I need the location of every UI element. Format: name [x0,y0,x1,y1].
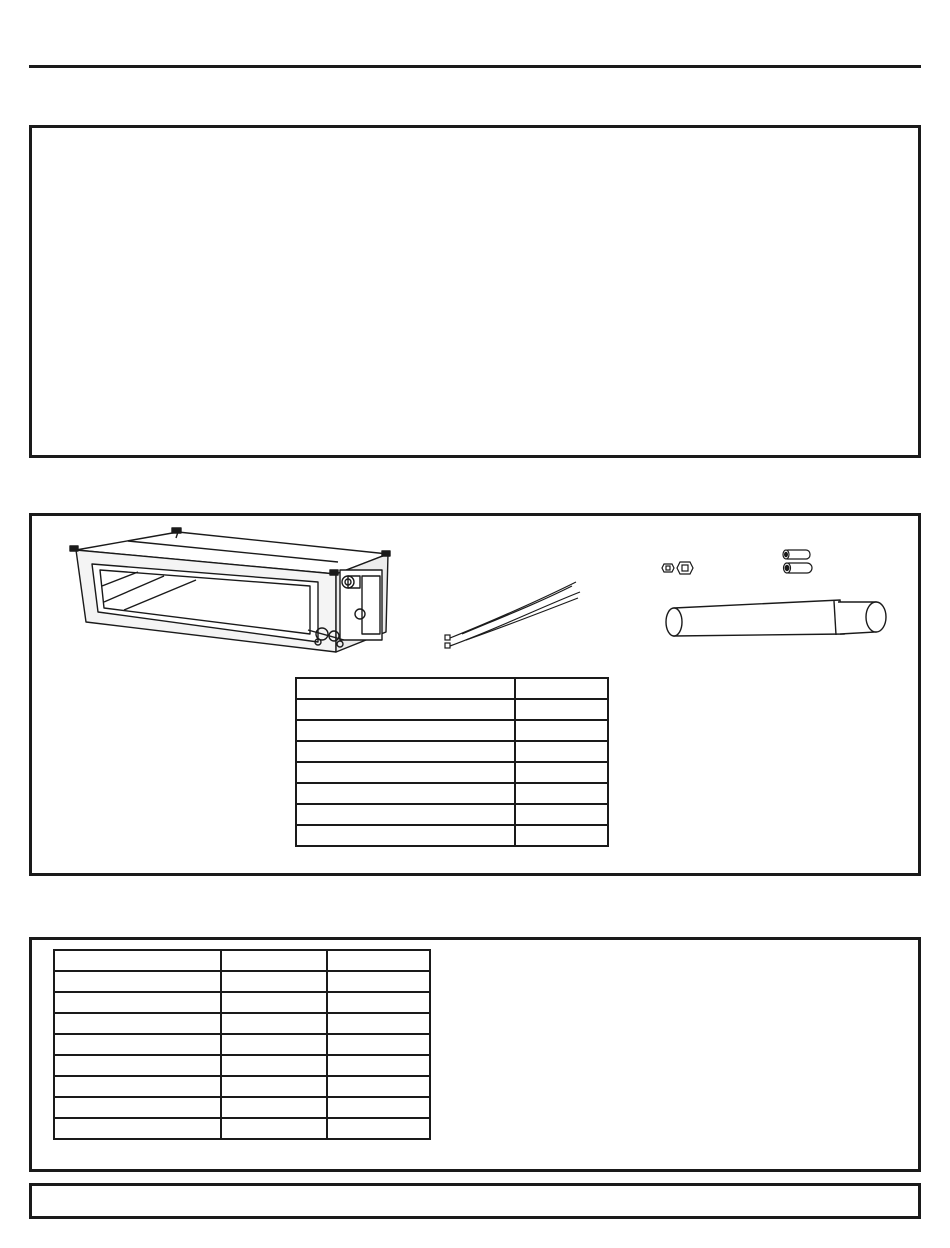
table-cell [221,950,326,971]
table-cell [296,762,515,783]
accessories-row [296,720,608,741]
accessories-row [296,783,608,804]
table-cell [515,804,608,825]
spec-row [54,992,430,1013]
table-cell [296,804,515,825]
table-cell [54,1097,221,1118]
table-cell [296,783,515,804]
spec-row [54,1076,430,1097]
table-cell [54,1034,221,1055]
accessories-row [296,678,608,699]
table-cell [221,1076,326,1097]
spec-row [54,1097,430,1118]
table-cell [221,1034,326,1055]
table-cell [515,699,608,720]
table-cell [54,1055,221,1076]
table-cell [54,992,221,1013]
table-cell [221,971,326,992]
spec-row [54,1118,430,1139]
table-cell [327,992,430,1013]
accessories-row [296,762,608,783]
table-cell [221,1055,326,1076]
accessories-row [296,699,608,720]
table-cell [54,1013,221,1034]
accessories-row [296,804,608,825]
wire-harness-illustration [440,576,584,650]
table-cell [296,678,515,699]
spec-row [54,1034,430,1055]
table-cell [515,741,608,762]
spec-row [54,950,430,971]
insulated-pipe-illustration [660,598,892,640]
accessories-table [295,677,609,847]
table-cell [515,825,608,846]
table-cell [54,950,221,971]
table-cell [515,762,608,783]
flare-nut-illustration [660,558,700,578]
table-cell [327,1118,430,1139]
table-cell [296,741,515,762]
table-cell [327,1055,430,1076]
table-cell [327,1097,430,1118]
table-cell [296,825,515,846]
accessories-row [296,825,608,846]
table-cell [515,678,608,699]
table-cell [515,720,608,741]
table-cell [327,1013,430,1034]
specifications-table [53,949,431,1140]
table-cell [327,971,430,992]
table-cell [221,992,326,1013]
intro-panel [29,125,921,458]
header-rule [29,65,921,68]
spec-row [54,1055,430,1076]
table-cell [296,720,515,741]
ducted-unit-illustration [68,524,398,674]
table-cell [221,1013,326,1034]
table-cell [54,1118,221,1139]
accessories-row [296,741,608,762]
table-cell [54,971,221,992]
table-cell [221,1097,326,1118]
spec-row [54,971,430,992]
table-cell [221,1118,326,1139]
footer-note-panel [29,1183,921,1219]
table-cell [327,1034,430,1055]
insulation-sleeve-illustration [776,546,816,576]
table-cell [327,950,430,971]
table-cell [327,1076,430,1097]
table-cell [515,783,608,804]
table-cell [296,699,515,720]
table-cell [54,1076,221,1097]
spec-row [54,1013,430,1034]
